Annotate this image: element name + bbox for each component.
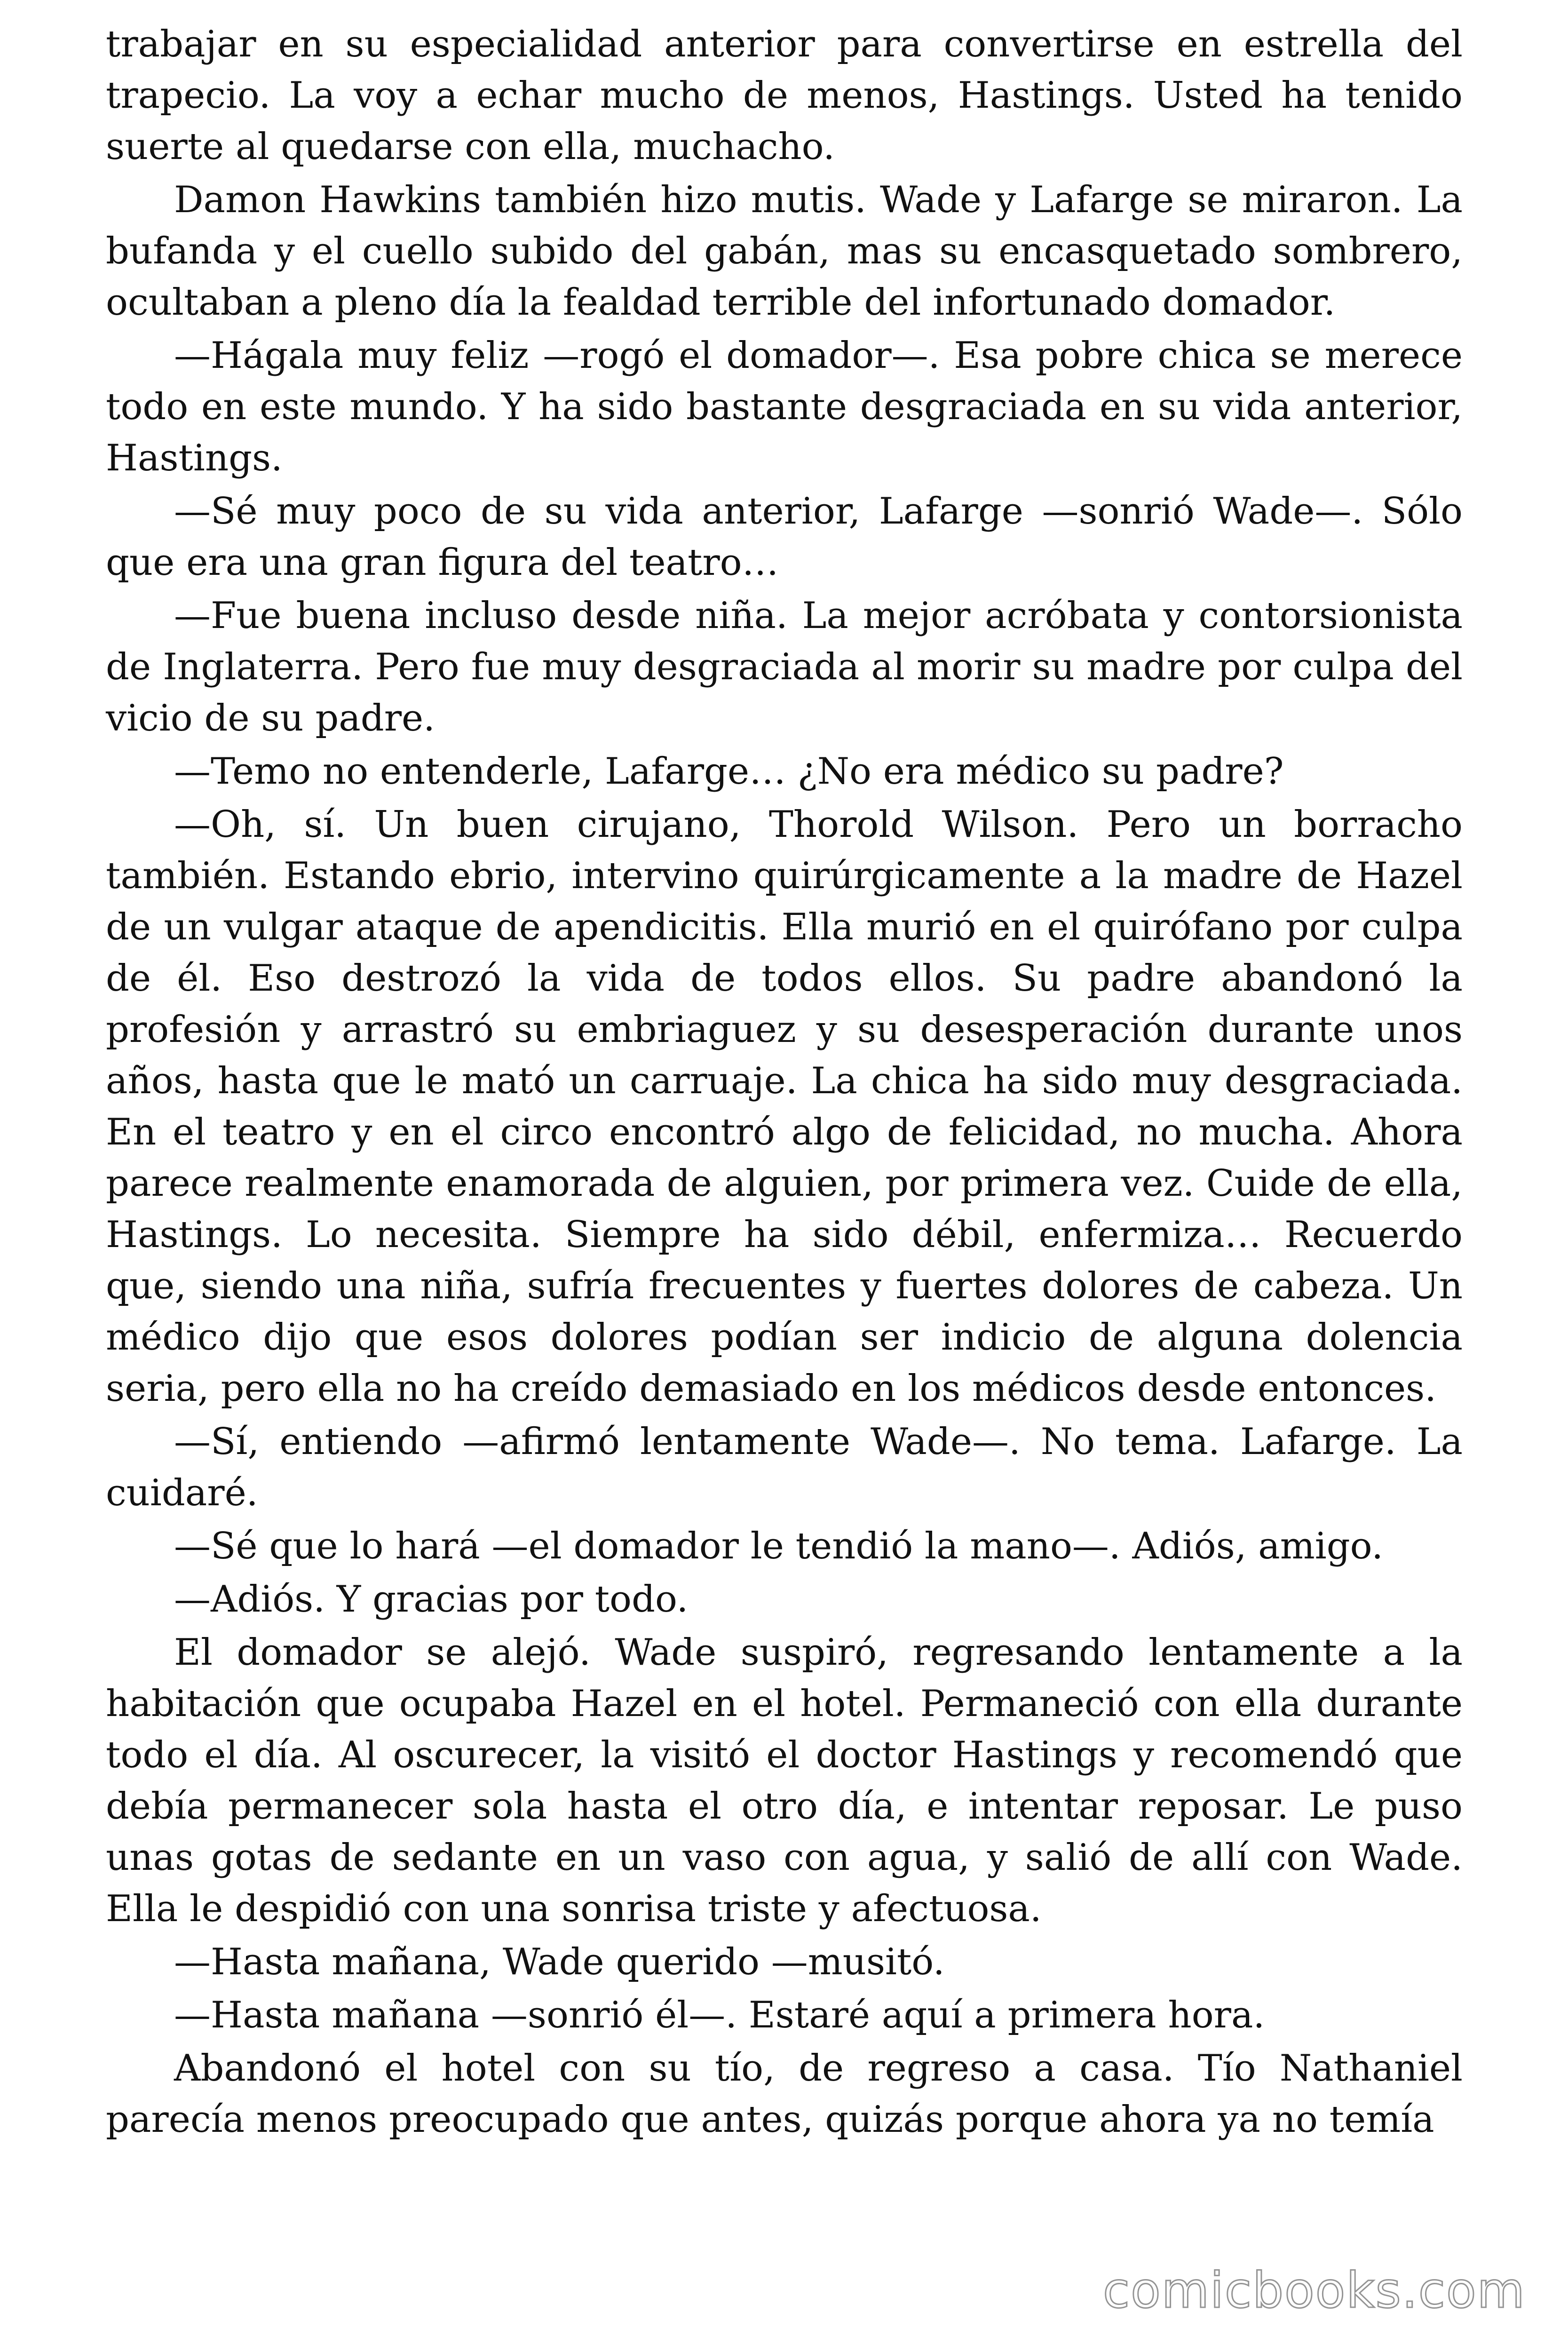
watermark-logo: comicbooks.com	[1102, 2262, 1526, 2319]
paragraph-1: trabajar en su especialidad anterior para convertirse en estrella del trapecio. La voy a echar mucho de menos, Hastings. Usted ha tenido suerte al quedarse con ella, muchacho.	[106, 23, 1463, 168]
book-page-text	[106, 19, 1463, 2147]
paragraph-2: Damon Hawkins también hizo mutis. Wade y Lafarge se miraron. La bufanda y el cuello subido del gabán, mas su encasquetado sombrero, ocultaban a pleno día la fealdad terrible del infortunado domador.	[106, 179, 1463, 324]
paragraph-11: El domador se alejó. Wade suspiró, regresando lentamente a la habitación que ocupaba Hazel en el hotel. Permaneció con ella durante todo el día. Al oscurecer, la visitó el doctor Hastings y recomendó que debía permanecer sola hasta el otro día, e intentar reposar. Le puso unas gotas de sedante en un vaso con agua, y salió de allí con Wade. Ella le despidió con una sonrisa triste y afectuosa.	[106, 1631, 1463, 1930]
paragraph-10: —Adiós. Y gracias por todo.	[174, 1578, 689, 1621]
paragraph-13: —Hasta mañana —sonrió él—. Estaré aquí a primera hora.	[174, 1994, 1265, 2036]
paragraph-12: —Hasta mañana, Wade querido —musitó.	[174, 1941, 945, 1983]
paragraph-5: —Fue buena incluso desde niña. La mejor acróbata y contorsionista de Inglaterra. Pero fue muy desgraciada al morir su madre por culpa del vicio de su padre.	[106, 595, 1463, 739]
paragraph-9: —Sé que lo hará —el domador le tendió la mano—. Adiós, amigo.	[174, 1525, 1384, 1567]
paragraph-3: —Hágala muy feliz —rogó el domador—. Esa pobre chica se merece todo en este mundo. Y ha sido bastante desgraciada en su vida anterior, Hastings.	[106, 334, 1463, 479]
paragraph-8: —Sí, entiendo —afirmó lentamente Wade—. No tema. Lafarge. La cuidaré.	[106, 1421, 1463, 1514]
paragraph-7: —Oh, sí. Un buen cirujano, Thorold Wilson. Pero un borracho también. Estando ebrio, intervino quirúrgicamente a la madre de Hazel de un vulgar ataque de apendicitis. Ella murió en el quirófano por culpa de él. Eso destrozó la vida de todos ellos. Su padre abandonó la profesión y arrastró su embriaguez y su desesperación durante unos años, hasta que le mató un carruaje. La chica ha sido muy desgraciada. En el teatro y en el circo encontró algo de felicidad, no mucha. Ahora parece realmente enamorada de alguien, por primera vez. Cuide de ella, Hastings. Lo necesita. Siempre ha sido débil, enfermiza… Recuerdo que, siendo una niña, sufría frecuentes y fuertes dolores de cabeza. Un médico dijo que esos dolores podían ser indicio de alguna dolencia seria, pero ella no ha creído demasiado en los médicos desde entonces.	[106, 803, 1463, 1410]
paragraph-4: —Sé muy poco de su vida anterior, Lafarge —sonrió Wade—. Sólo que era una gran figura del teatro…	[106, 490, 1463, 584]
paragraph-6: —Temo no entenderle, Lafarge… ¿No era médico su padre?	[174, 750, 1284, 793]
paragraph-14: Abandonó el hotel con su tío, de regreso a casa. Tío Nathaniel parecía menos preocupado que antes, quizás porque ahora ya no temía	[106, 2047, 1463, 2141]
